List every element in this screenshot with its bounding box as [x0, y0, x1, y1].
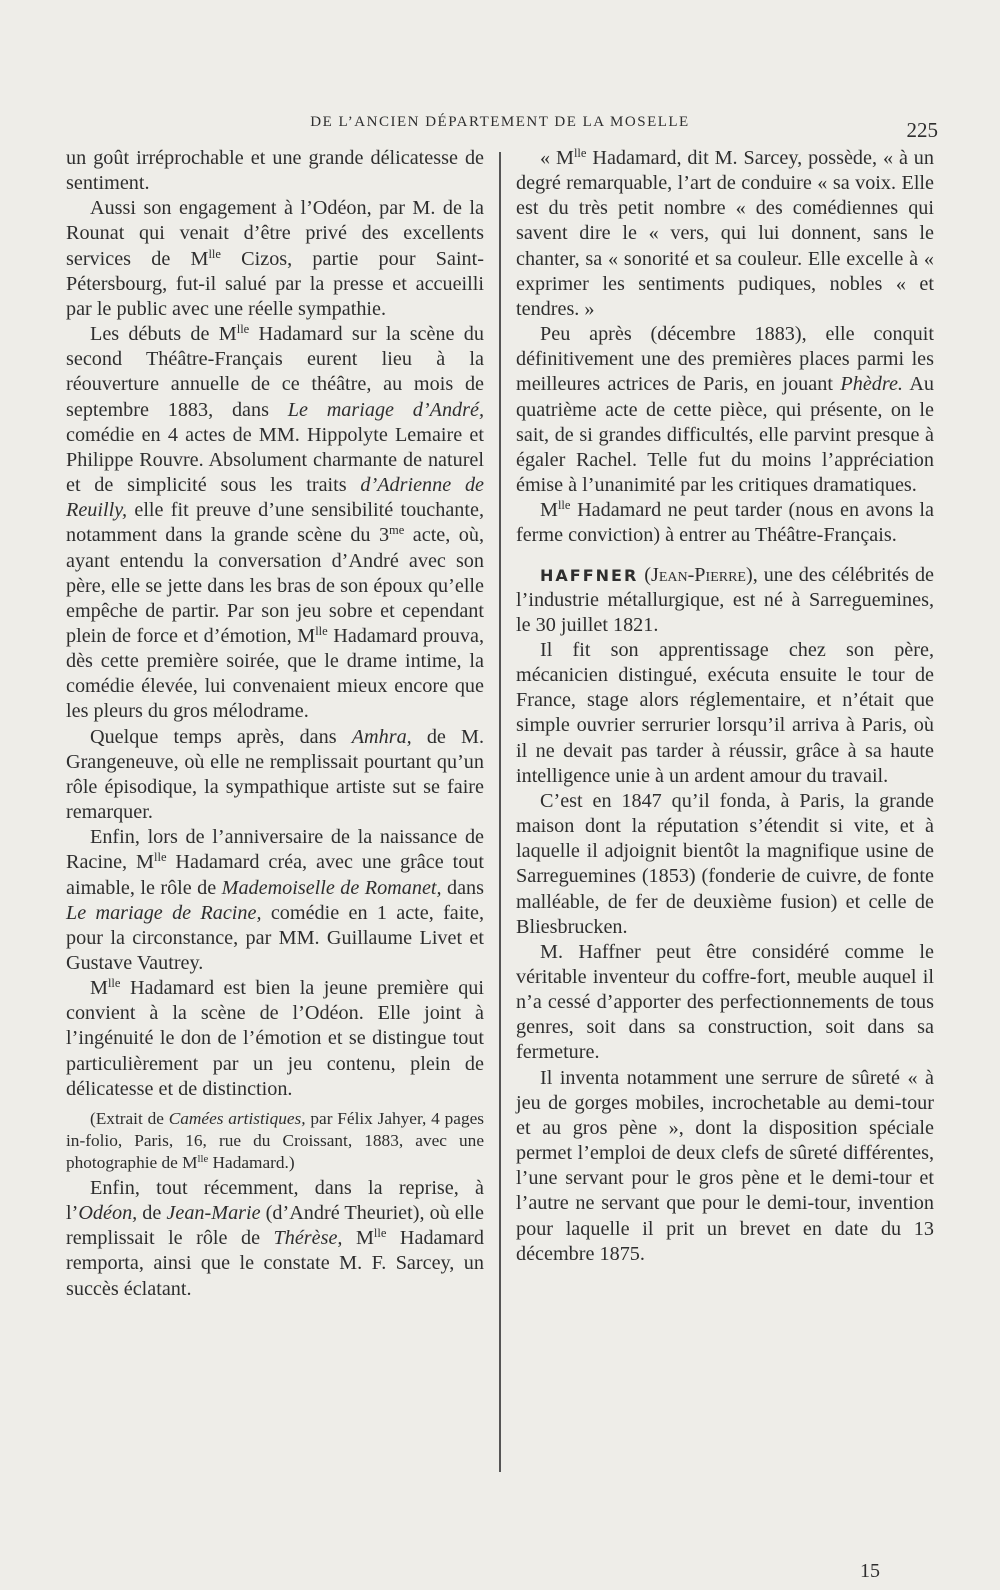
quotation: « $M^{lle}$ Hadamard, dit M. Sarcey, possède, « à un degré remarquable, l’art de conduire « sa voix. Elle est du très petit nombre « des comédiennes qui savent dire le « vers, qui lui donnent, sans le chanter, sa « sonorité et sa couleur. Elle excelle à « exprimer les sentiments pudiques, nobles « et tendres. » — [516, 146, 934, 320]
running-title: DE L’ANCIEN DÉPARTEMENT DE LA MOSELLE — [310, 114, 690, 130]
page-number: 225 — [906, 118, 938, 142]
paragraph: Enfin, tout récemment, dans la reprise, à l’Odéon, de Jean-Marie (d’André Theuriet), où elle remplissait le rôle de Thérèse, $M^{lle}$ Hadamard remporta, ainsi que le constate M. F. Sarcey, un succès éclatant. — [66, 1176, 484, 1300]
paragraph: M. Haffner peut être considéré comme le véritable inventeur du coffre-fort, meuble auquel il n’a cessé d’apporter des perfectionnements de tous genres, soit dans sa construction, soit dans sa fermeture. — [516, 940, 934, 1064]
signature-mark: 15 — [860, 1560, 880, 1582]
paragraph: Les débuts de $M^{lle}$ Hadamard sur la scène du second Théâtre-Français eurent lieu à la réouverture annuelle de ce théâtre, au mois de septembre 1883, dans Le mariage d’André, comédie en 4 actes de MM. Hippolyte Lemaire et Philippe Rouvre. Absolument charmante de naturel et de simplicité sous les traits d’Adrienne de Reuilly, elle fit preuve d’une sensibilité touchante, notamment dans la grande scène du $3^{me}$ acte, où, ayant entendu la conversation d’André avec son père, elle se jette dans les bras de son époux qu’elle empêche de partir. Par son jeu sobre et cependant plein de force et d’émotion, $M^{lle}$ Hadamard prouva, dès cette première soirée, que le drame intime, la comédie élevée, lui convenaient mieux encore que les pleurs du gros mélodrame. — [66, 322, 485, 723]
paragraph: $M^{lle}$ Hadamard est bien la jeune première qui convient à la scène de l’Odéon. Elle joint à l’ingénuité le don de l’émotion et se distingue tout particulièrement par un jeu contenu, plein de délicatesse et de distinction. — [66, 976, 484, 1100]
paragraph: $M^{lle}$ Hadamard ne peut tarder (nous en avons la ferme conviction) à entrer au Théâtre-Français. — [516, 498, 934, 547]
paragraph: Peu après (décembre 1883), elle conquit définitivement une des premières places parmi les meilleures actrices de Paris, en jouant Phèdre. Au quatrième acte de cette pièce, qui présente, on le sait, de si grandes difficultés, elle parvint presque à égaler Rachel. Telle fut du moins l’appréciation émise à l’unanimité par les critiques dramatiques. — [516, 323, 934, 497]
paragraph: Il fit son apprentissage chez son père, mécanicien distingué, exécuta ensuite le tour de France, stage alors réglementaire, et n’était que simple ouvrier serrurier lorsqu’il arriva à Paris, où il ne devait pas tarder à réussir, grâce à sa haute intelligence unie à un ardent amour du travail. — [516, 638, 934, 787]
paragraph: Aussi son engagement à l’Odéon, par M. de la Rounat qui venait d’être privé des excellents services de $M^{lle}$ Cizos, partie pour Saint-Pétersbourg, fut-il salué par la presse et accueilli par le public avec une réelle sympathie. — [66, 197, 484, 320]
left-column — [66, 146, 484, 1302]
paragraph: Il inventa notamment une serrure de sûreté « à jeu de gorges mobiles, incrochetable au demi-tour et au gros pène », dont la disposition spéciale permet l’emploi de deux clefs de sûreté différentes, l’une servant pour le gros pène et le demi-tour et l’autre ne servant que pour le demi-tour, invention pour laquelle il prit un brevet en date du 13 décembre 1875. — [516, 1066, 934, 1265]
paragraph: Quelque temps après, dans Amhra, de M. Grangeneuve, où elle ne remplissait pourtant qu’un rôle épisodique, la sympathique artiste sut se faire remarquer. — [66, 725, 484, 824]
entry-heading-paragraph: HAFFNER (Jean-Pierre), une des célébrités de l’industrie métallurgique, est né à Sarreguemines, le 30 juillet 1821. — [516, 563, 935, 636]
entry-name: HAFFNER — [540, 565, 639, 585]
paragraph: Enfin, lors de l’anniversaire de la naissance de Racine, $M^{lle}$ Hadamard créa, avec une grâce tout aimable, le rôle de Mademoiselle de Romanet, dans Le mariage de Racine, comédie en 1 acte, faite, pour la circonstance, par MM. Guillaume Livet et Gustave Vautrey. — [66, 826, 485, 974]
paragraph: un goût irréprochable et une grande délicatesse de sentiment. — [66, 147, 484, 195]
column-divider — [499, 152, 501, 1472]
right-column — [516, 146, 934, 1267]
paragraph: C’est en 1847 qu’il fonda, à Paris, la grande maison dont la réputation s’étendit si vite, et à laquelle il adjoignit bientôt la magnifique usine de Sarreguemines (1853) (fonderie de cuivre, de fonte malléable, de fer de deuxième fusion) et celle de Bliesbrucken. — [516, 789, 934, 938]
source-citation: (Extrait de Camées artistiques, par Félix Jahyer, 4 pages in-folio, Paris, 16, rue du Croissant, 1883, avec une photographie de $M^{lle}$ Hadamard.) — [66, 1108, 484, 1172]
